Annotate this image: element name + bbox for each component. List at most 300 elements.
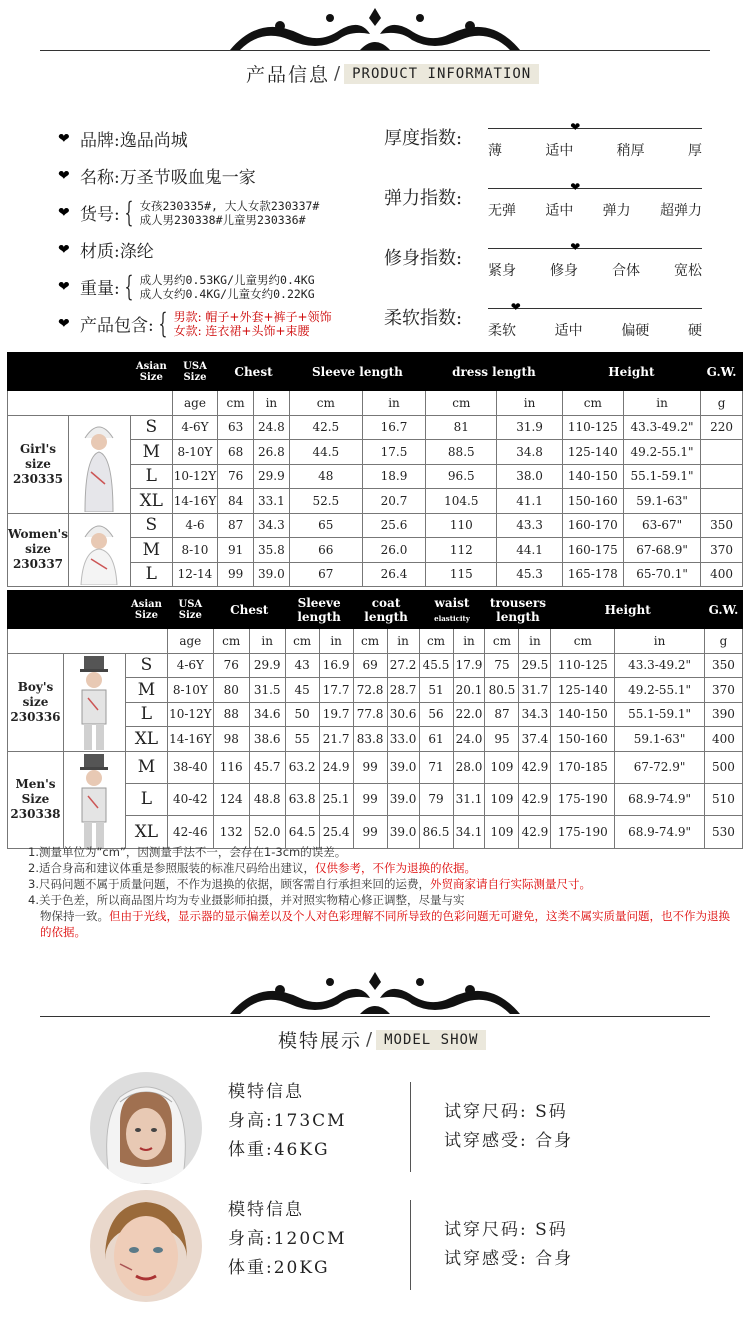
contents-line: 女款: 连衣裙+头饰+束腰 — [173, 323, 310, 338]
subheader-cell: g — [701, 391, 743, 416]
table-cell: 17.9 — [453, 653, 485, 678]
table-cell: 42.9 — [519, 816, 551, 848]
table-cell: 55.1-59.1" — [615, 702, 705, 727]
table-cell: 80.5 — [485, 678, 519, 703]
model-height: 身高:120CM — [228, 1229, 347, 1249]
table-cell: 79 — [419, 783, 453, 815]
table-cell: 44.1 — [497, 538, 562, 563]
model-avatar — [90, 1072, 202, 1184]
model-fit-size: 试穿尺码: S码 — [444, 1220, 568, 1240]
table-cell: 34.8 — [497, 440, 562, 465]
table-cell: 31.5 — [249, 678, 285, 703]
boy-size-label: Boy's size 230336 — [8, 653, 64, 751]
table-row — [8, 513, 743, 538]
table-cell: 109 — [485, 751, 519, 783]
table-cell: 112 — [426, 538, 497, 563]
weight-line: 成人女约0.4KG/儿童女约0.22KG — [139, 286, 315, 301]
gauge-label: 弹力指数: — [384, 188, 463, 209]
heart-icon: ❤ — [58, 167, 70, 184]
subheader-cell: in — [249, 629, 285, 654]
subheader-cell: in — [387, 629, 419, 654]
model-height: 身高:173CM — [228, 1111, 347, 1131]
table-cell: 52.0 — [249, 816, 285, 848]
table-cell: 24.9 — [319, 751, 353, 783]
table-cell: 80 — [213, 678, 249, 703]
title-en: MODEL SHOW — [376, 1030, 486, 1050]
table-cell: 83.8 — [353, 727, 387, 752]
table-cell: 63.8 — [285, 783, 319, 815]
table-cell: 39.0 — [387, 751, 419, 783]
heart-icon: ❤ — [58, 241, 70, 258]
divider — [410, 1200, 411, 1290]
gauge-line — [488, 248, 702, 249]
table-cell: 400 — [704, 727, 742, 752]
table-cell: 125-140 — [551, 678, 615, 703]
table-cell: 48 — [289, 464, 362, 489]
subheader-cell: cm — [419, 629, 453, 654]
table-cell: 140-150 — [551, 702, 615, 727]
table-cell: 29.9 — [249, 653, 285, 678]
table-cell: 10-12Y — [167, 702, 213, 727]
table-cell: 49.2-55.1" — [624, 440, 701, 465]
subheader-cell: in — [624, 391, 701, 416]
table-cell: 49.2-55.1" — [615, 678, 705, 703]
table-cell: 87 — [485, 702, 519, 727]
gauge-option: 超弹力 — [659, 203, 702, 219]
table-cell: 84 — [218, 489, 254, 514]
model-section-title — [278, 1026, 486, 1053]
table-cell: 51 — [419, 678, 453, 703]
subheader-cell: cm — [213, 629, 249, 654]
table-cell: 50 — [285, 702, 319, 727]
table-cell: 22.0 — [453, 702, 485, 727]
table-cell: 67-68.9" — [624, 538, 701, 563]
boy-costume-photo — [66, 654, 122, 750]
table-cell: 31.9 — [497, 415, 562, 440]
gauge-label: 修身指数: — [384, 248, 463, 269]
table-cell: 8-10 — [172, 538, 218, 563]
title-cn: 产品信息 — [246, 64, 331, 86]
heart-icon: ❤ — [570, 240, 581, 254]
table-cell: 63-67" — [624, 513, 701, 538]
table-cell: 4-6Y — [167, 653, 213, 678]
gauge-option: 修身 — [550, 263, 578, 279]
table-cell: 42-46 — [167, 816, 213, 848]
table-cell: 8-10Y — [172, 440, 218, 465]
table-row — [8, 751, 743, 783]
header-coat: coat length — [353, 591, 419, 629]
table-cell: 34.3 — [519, 702, 551, 727]
table-cell: 24.8 — [253, 415, 289, 440]
contents-line: 男款: 帽子+外套+裤子+领饰 — [173, 309, 332, 324]
table-cell: 48.8 — [249, 783, 285, 815]
gauge-0 — [384, 120, 714, 180]
table-cell: 370 — [701, 538, 743, 563]
table-cell: 14-16Y — [172, 489, 218, 514]
size-notes — [28, 844, 738, 940]
gauge-2 — [384, 240, 714, 300]
table-cell: 66 — [289, 538, 362, 563]
heart-icon: ❤ — [570, 180, 581, 194]
table-cell: 24.0 — [453, 727, 485, 752]
subheader-cell: in — [319, 629, 353, 654]
table-cell: 26.8 — [253, 440, 289, 465]
divider — [410, 1082, 411, 1172]
table-cell: 45.5 — [419, 653, 453, 678]
table-cell: 42.9 — [519, 751, 551, 783]
model-info-title: 模特信息 — [228, 1200, 304, 1220]
heart-icon: ❤ — [58, 130, 70, 147]
size-cell: M — [125, 751, 167, 783]
table-cell: 43.3-49.2" — [624, 415, 701, 440]
table-cell: 31.7 — [519, 678, 551, 703]
title-cn: 模特展示 — [278, 1030, 363, 1052]
gauge-option: 弹力 — [602, 203, 631, 219]
table-cell: 28.0 — [453, 751, 485, 783]
heart-icon: ❤ — [510, 300, 521, 314]
gauge-option: 适中 — [545, 143, 574, 159]
header-height: Height — [562, 353, 700, 391]
header-dress: dress length — [426, 353, 563, 391]
gauge-line — [488, 188, 702, 189]
gauge-1 — [384, 180, 714, 240]
table-cell: 21.7 — [319, 727, 353, 752]
table-cell: 76 — [213, 653, 249, 678]
table-cell: 34.3 — [253, 513, 289, 538]
photo-cell — [69, 415, 131, 513]
table-cell: 69 — [353, 653, 387, 678]
gauge-option: 宽松 — [674, 263, 702, 279]
fabric-gauges — [384, 120, 714, 360]
subheader-cell: cm — [218, 391, 254, 416]
table-cell: 104.5 — [426, 489, 497, 514]
table-cell: 29.5 — [519, 653, 551, 678]
table-cell: 68.9-74.9" — [615, 816, 705, 848]
model-avatar — [90, 1190, 202, 1302]
product-section-title — [246, 60, 539, 87]
weight-label: 重量: — [80, 279, 120, 299]
women-costume-photo — [71, 515, 127, 585]
table-cell: 37.4 — [519, 727, 551, 752]
table-cell: 68.9-74.9" — [615, 783, 705, 815]
table-cell: 31.1 — [453, 783, 485, 815]
subheader-cell: age — [172, 391, 218, 416]
subheader-cell: age — [167, 629, 213, 654]
table-cell: 87 — [218, 513, 254, 538]
gauge-option: 合体 — [612, 263, 640, 279]
weight-line: 成人男约0.53KG/儿童男约0.4KG — [139, 272, 315, 287]
table-cell: 350 — [701, 513, 743, 538]
brand-label: 品牌: — [80, 131, 120, 151]
table-cell: 17.5 — [362, 440, 425, 465]
subheader-cell: cm — [289, 391, 362, 416]
subheader-cell: g — [704, 629, 742, 654]
table-cell: 14-16Y — [167, 727, 213, 752]
note-1: 1.测量单位为“cm”，因测量手法不一，会存在1-3cm的误差。 — [28, 845, 347, 859]
table-cell: 65-70.1" — [624, 562, 701, 587]
table-cell: 175-190 — [551, 783, 615, 815]
table-cell: 390 — [704, 702, 742, 727]
weight-row: ❤ 重量: { 成人男约0.53KG/儿童男约0.4KG 成人女约0.4KG/儿童女约0.22KG — [58, 269, 315, 303]
table-cell — [701, 464, 743, 489]
table-cell: 109 — [485, 783, 519, 815]
table-cell: 38.0 — [497, 464, 562, 489]
table-cell: 44.5 — [289, 440, 362, 465]
table-cell: 99 — [218, 562, 254, 587]
table-cell: 17.7 — [319, 678, 353, 703]
note-4: 4.关于色差，所以商品图片均为专业摄影师拍摄，并对照实物精心修正调整，尽量与实 — [28, 893, 465, 907]
table-cell: 45 — [285, 678, 319, 703]
table-cell: 370 — [704, 678, 742, 703]
table-cell: 91 — [218, 538, 254, 563]
table-cell: 175-190 — [551, 816, 615, 848]
table-cell: 99 — [353, 816, 387, 848]
table-cell: 510 — [704, 783, 742, 815]
size-table-men — [7, 590, 743, 849]
table-cell: 170-185 — [551, 751, 615, 783]
table-cell: 4-6 — [172, 513, 218, 538]
name-value: 万圣节吸血鬼一家 — [119, 168, 256, 188]
table-cell: 116 — [213, 751, 249, 783]
divider-line — [40, 1016, 710, 1017]
subheader-cell: cm — [426, 391, 497, 416]
table-cell: 26.0 — [362, 538, 425, 563]
table-cell: 4-6Y — [172, 415, 218, 440]
header-usa-size: USA Size — [167, 591, 213, 629]
header-sleeve: Sleeve length — [285, 591, 353, 629]
table-cell: 39.0 — [387, 816, 419, 848]
table-cell: 110-125 — [562, 415, 623, 440]
gauge-label: 柔软指数: — [384, 308, 463, 329]
table-cell: 88 — [213, 702, 249, 727]
size-cell: L — [125, 783, 167, 815]
gauge-label: 厚度指数: — [384, 128, 463, 149]
table-cell: 110-125 — [551, 653, 615, 678]
brand-row — [58, 120, 378, 157]
ornament-top — [220, 4, 530, 54]
table-cell: 110 — [426, 513, 497, 538]
gauge-option: 稍厚 — [616, 143, 645, 159]
model-info-title: 模特信息 — [228, 1082, 304, 1102]
header-gw: G.W. — [704, 591, 742, 629]
note-3: 3.尺码问题不属于质量问题，不作为退换的依据，顾客需自行承担来回的运费，外贸商家请自行实际测量尺寸。 — [28, 877, 591, 891]
gauge-option: 适中 — [545, 203, 574, 219]
subheader-cell: in — [253, 391, 289, 416]
table-cell: 12-14 — [172, 562, 218, 587]
header-chest: Chest — [218, 353, 290, 391]
table-cell: 19.7 — [319, 702, 353, 727]
gauge-option: 紧身 — [488, 263, 516, 279]
subheader-cell: cm — [551, 629, 615, 654]
table-cell: 530 — [704, 816, 742, 848]
table-cell: 55.1-59.1" — [624, 464, 701, 489]
size-cell: M — [130, 538, 172, 563]
table-cell: 41.1 — [497, 489, 562, 514]
table-cell: 45.7 — [249, 751, 285, 783]
men-costume-photo — [66, 752, 122, 848]
subheader-blank — [8, 629, 168, 654]
size-cell: XL — [125, 727, 167, 752]
table-cell: 132 — [213, 816, 249, 848]
table-row — [8, 415, 743, 440]
table-cell: 81 — [426, 415, 497, 440]
note-4-cont: 物保持一致。但由于光线，显示器的显示偏差以及个人对色彩理解不同所导致的色彩问题无可避免，这类不属实质量问题，也不作为退换的依据。 — [40, 909, 730, 939]
table-cell: 43.3-49.2" — [615, 653, 705, 678]
table-cell: 16.7 — [362, 415, 425, 440]
table-cell: 77.8 — [353, 702, 387, 727]
table-cell: 29.9 — [253, 464, 289, 489]
table-cell: 38-40 — [167, 751, 213, 783]
table-cell: 43.3 — [497, 513, 562, 538]
table-cell: 25.1 — [319, 783, 353, 815]
size-cell: S — [130, 415, 172, 440]
title-slash: / — [334, 63, 341, 84]
table-cell: 10-12Y — [172, 464, 218, 489]
table-cell: 67-72.9" — [615, 751, 705, 783]
table-cell: 45.3 — [497, 562, 562, 587]
table-cell: 20.7 — [362, 489, 425, 514]
subheader-cell: cm — [285, 629, 319, 654]
table-cell: 42.5 — [289, 415, 362, 440]
brand-value: 逸品尚城 — [119, 131, 188, 151]
table-cell: 43 — [285, 653, 319, 678]
model-fit-size: 试穿尺码: S码 — [444, 1102, 568, 1122]
gauge-option: 薄 — [488, 143, 502, 159]
table-cell: 16.9 — [319, 653, 353, 678]
heart-icon: ❤ — [58, 204, 70, 221]
gauge-option: 厚 — [687, 143, 702, 159]
table-cell: 25.4 — [319, 816, 353, 848]
table-cell: 39.0 — [253, 562, 289, 587]
table-cell: 75 — [485, 653, 519, 678]
subheader-cell: in — [615, 629, 705, 654]
table-cell: 63 — [218, 415, 254, 440]
sku-line: 女孩230335#, 大人女款230337# — [139, 198, 320, 213]
girl-size-label: Girl's size 230335 — [8, 415, 69, 513]
table-cell: 34.6 — [249, 702, 285, 727]
table-cell: 125-140 — [562, 440, 623, 465]
size-cell: S — [125, 653, 167, 678]
sku-line: 成人男230338#儿童男230336# — [139, 212, 306, 227]
table-cell: 33.1 — [253, 489, 289, 514]
model-card-girl — [90, 1190, 710, 1300]
model-weight: 体重:46KG — [228, 1140, 330, 1160]
subheader-cell: in — [497, 391, 562, 416]
table-cell: 28.7 — [387, 678, 419, 703]
table-cell: 8-10Y — [167, 678, 213, 703]
table-cell: 99 — [353, 751, 387, 783]
gauge-option: 适中 — [554, 323, 583, 339]
men-size-label: Men's Size 230338 — [8, 751, 64, 848]
subheader-cell: cm — [353, 629, 387, 654]
table-cell: 220 — [701, 415, 743, 440]
subheader-cell: in — [453, 629, 485, 654]
gauge-option: 硬 — [687, 323, 702, 339]
table-cell: 96.5 — [426, 464, 497, 489]
header-chest: Chest — [213, 591, 285, 629]
gauge-3 — [384, 300, 714, 360]
size-cell: XL — [130, 489, 172, 514]
table-cell: 140-150 — [562, 464, 623, 489]
table-cell — [701, 489, 743, 514]
table-cell: 59.1-63" — [624, 489, 701, 514]
size-cell: S — [130, 513, 172, 538]
table-cell: 400 — [701, 562, 743, 587]
size-cell: M — [125, 678, 167, 703]
table-cell: 95 — [485, 727, 519, 752]
gauge-option: 无弹 — [488, 203, 516, 219]
table-cell: 64.5 — [285, 816, 319, 848]
table-cell: 25.6 — [362, 513, 425, 538]
material-label: 材质: — [80, 242, 120, 262]
contents-row: ❤ 产品包含: { 男款: 帽子+外套+裤子+领饰 女款: 连衣裙+头饰+束腰 — [58, 306, 332, 340]
table-cell: 86.5 — [419, 816, 453, 848]
heart-icon: ❤ — [58, 278, 70, 295]
table-cell: 59.1-63" — [615, 727, 705, 752]
sku-row: ❤ 货号: { 女孩230335#, 大人女款230337# 成人男230338#儿童男230336# — [58, 195, 320, 229]
photo-cell — [63, 653, 125, 751]
table-row — [8, 653, 743, 678]
model-weight: 体重:20KG — [228, 1258, 330, 1278]
material-value: 涤纶 — [119, 242, 154, 262]
title-en: PRODUCT INFORMATION — [344, 64, 539, 84]
table-cell: 65 — [289, 513, 362, 538]
table-cell: 160-170 — [562, 513, 623, 538]
note-2: 2.适合身高和建议体重是参照服装的标准尺码给出建议，仅供参考，不作为退换的依据。 — [28, 861, 476, 875]
table-cell: 40-42 — [167, 783, 213, 815]
sku-label: 货号: — [80, 205, 120, 225]
table-cell: 115 — [426, 562, 497, 587]
header-usa-size: USA Size — [172, 353, 218, 391]
heart-icon: ❤ — [570, 120, 581, 134]
women-size-label: Women's size 230337 — [8, 513, 69, 587]
heart-icon: ❤ — [58, 315, 70, 332]
header-trousers: trousers length — [485, 591, 551, 629]
model-card-woman — [90, 1072, 710, 1182]
table-cell: 150-160 — [562, 489, 623, 514]
table-cell: 76 — [218, 464, 254, 489]
table-cell: 350 — [704, 653, 742, 678]
gauge-option: 柔软 — [488, 323, 516, 339]
table-cell: 35.8 — [253, 538, 289, 563]
photo-cell — [69, 513, 131, 587]
subheader-cell: in — [519, 629, 551, 654]
material-row — [58, 231, 378, 268]
table-cell: 67 — [289, 562, 362, 587]
size-table-women — [7, 352, 743, 587]
size-cell: L — [130, 464, 172, 489]
table-cell: 98 — [213, 727, 249, 752]
gauge-option: 偏硬 — [621, 323, 650, 339]
divider-line — [40, 50, 710, 51]
table-cell: 20.1 — [453, 678, 485, 703]
header-sleeve: Sleeve length — [289, 353, 425, 391]
table-cell: 500 — [704, 751, 742, 783]
table-cell: 165-178 — [562, 562, 623, 587]
size-cell: L — [125, 702, 167, 727]
table-cell — [701, 440, 743, 465]
table-cell: 109 — [485, 816, 519, 848]
header-asian-size: Asian Size — [130, 353, 172, 391]
size-cell: L — [130, 562, 172, 587]
table-cell: 38.6 — [249, 727, 285, 752]
header-blank — [8, 591, 126, 629]
ornament-model — [220, 968, 530, 1018]
table-cell: 63.2 — [285, 751, 319, 783]
table-cell: 42.9 — [519, 783, 551, 815]
model-fit-feel: 试穿感受: 合身 — [444, 1249, 574, 1269]
header-asian-size: Asian Size — [125, 591, 167, 629]
